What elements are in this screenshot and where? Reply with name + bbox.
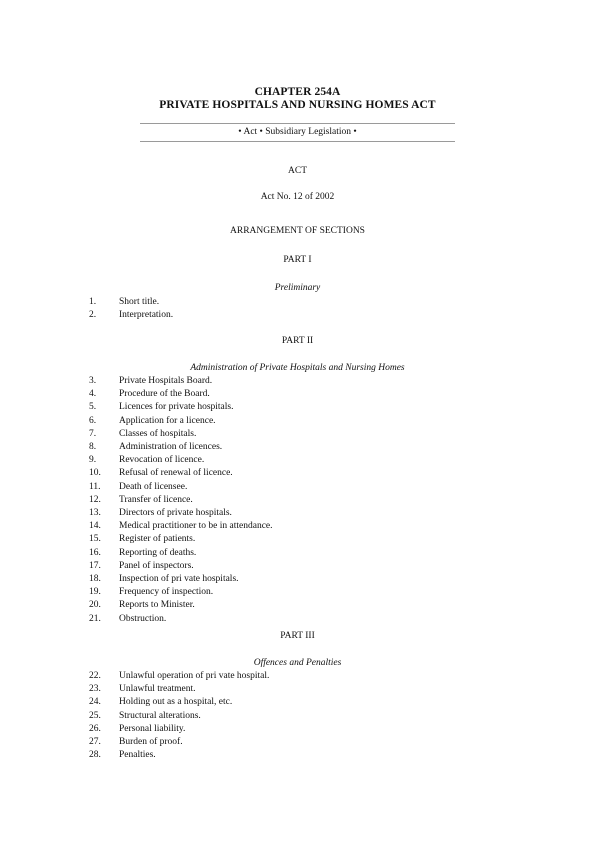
bottom-divider: [140, 141, 455, 142]
part-3-heading: PART III: [280, 631, 315, 641]
section-number: 20.: [89, 600, 101, 611]
toc-row[interactable]: [0, 736, 595, 749]
nav-bullet: •: [238, 127, 242, 137]
section-number: 12.: [89, 494, 101, 505]
section-number: 2.: [89, 310, 97, 321]
section-title: Panel of inspectors.: [119, 560, 194, 571]
toc-row[interactable]: [0, 481, 595, 494]
section-title: Administration of licences.: [119, 442, 223, 452]
section-title: Register of patients.: [119, 534, 196, 545]
section-title: Refusal of renewal of licence.: [119, 468, 233, 479]
toc-row[interactable]: [0, 723, 595, 736]
section-title: Inspection of pri vate hospitals.: [119, 574, 239, 584]
toc-row[interactable]: [0, 415, 595, 428]
toc-row[interactable]: [0, 520, 595, 533]
section-number: 7.: [89, 428, 97, 439]
part-1-heading: PART I: [283, 255, 312, 265]
section-title: Revocation of licence.: [119, 455, 205, 466]
section-title: Short title.: [119, 297, 160, 307]
section-number: 1.: [89, 297, 97, 307]
part-3-subheading: Offences and Penalties: [253, 658, 342, 668]
act-number: Act No. 12 of 2002: [260, 192, 335, 202]
toc-row[interactable]: [0, 507, 595, 520]
section-title: Unlawful treatment.: [119, 684, 196, 695]
nav-bullet: •: [353, 127, 357, 137]
toc-row[interactable]: [0, 547, 595, 560]
part-2-heading: PART II: [281, 336, 314, 346]
section-number: 19.: [89, 587, 101, 598]
toc-row[interactable]: [0, 749, 595, 762]
section-number: 15.: [89, 534, 101, 545]
section-number: 5.: [89, 402, 97, 413]
section-number: 10.: [89, 468, 101, 479]
section-number: 11.: [89, 481, 101, 492]
part-1-subheading: Preliminary: [274, 283, 321, 293]
section-number: 24.: [89, 697, 101, 708]
section-title: Classes of hospitals.: [119, 428, 197, 439]
section-title: Medical practitioner to be in attendance.: [119, 521, 273, 532]
section-title: Burden of proof.: [119, 737, 183, 747]
chapter-number: CHAPTER 254A: [254, 86, 341, 98]
toc-row[interactable]: [0, 573, 595, 586]
toc-row[interactable]: [0, 533, 595, 546]
section-number: 13.: [89, 508, 101, 518]
section-title: Reporting of deaths.: [119, 547, 197, 558]
section-number: 21.: [89, 613, 101, 624]
section-number: 14.: [89, 521, 101, 532]
document-nav: [0, 127, 595, 137]
arrangement-heading: ARRANGEMENT OF SECTIONS: [230, 226, 365, 236]
section-title: Penalties.: [119, 750, 156, 761]
nav-bullet: •: [259, 127, 263, 137]
section-title: Frequency of inspection.: [119, 587, 214, 598]
section-title: Structural alterations.: [119, 710, 201, 721]
section-title: Reports to Minister.: [119, 600, 195, 611]
toc-row[interactable]: [0, 454, 595, 467]
toc-row[interactable]: [0, 441, 595, 454]
section-title: Holding out as a hospital, etc.: [119, 697, 233, 708]
toc-row[interactable]: [0, 375, 595, 388]
toc-row[interactable]: [0, 467, 595, 480]
part-2-subheading: Administration of Private Hospitals and Nursing Homes: [190, 363, 405, 373]
section-number: 25.: [89, 710, 101, 721]
act-heading: ACT: [288, 166, 307, 176]
section-title: Private Hospitals Board.: [119, 376, 213, 386]
section-title: Obstruction.: [119, 613, 167, 624]
toc-row[interactable]: [0, 296, 595, 309]
section-number: 28.: [89, 750, 101, 761]
top-divider: [140, 123, 455, 124]
section-number: 8.: [89, 442, 97, 452]
section-number: 4.: [89, 389, 97, 400]
section-title: Licences for private hospitals.: [119, 402, 234, 413]
section-title: Personal liability.: [119, 723, 186, 734]
toc-row[interactable]: [0, 428, 595, 441]
toc-row[interactable]: [0, 494, 595, 507]
section-number: 26.: [89, 723, 101, 734]
section-number: 9.: [89, 455, 97, 466]
section-number: 17.: [89, 560, 101, 571]
section-number: 22.: [89, 671, 101, 681]
toc-row[interactable]: [0, 683, 595, 696]
toc-row[interactable]: [0, 309, 595, 322]
toc-row[interactable]: [0, 710, 595, 723]
toc-row[interactable]: [0, 696, 595, 709]
section-title: Application for a licence.: [119, 415, 216, 426]
act-title: PRIVATE HOSPITALS AND NURSING HOMES ACT: [159, 99, 436, 111]
section-title: Interpretation.: [119, 310, 174, 321]
nav-link-act[interactable]: Act: [243, 127, 258, 137]
section-number: 27.: [89, 737, 101, 747]
section-title: Death of licensee.: [119, 481, 188, 492]
section-number: 18.: [89, 574, 101, 584]
section-number: 23.: [89, 684, 101, 695]
section-number: 3.: [89, 376, 97, 386]
nav-link-subsidiary-legislation[interactable]: Subsidiary Legislation: [265, 127, 352, 137]
section-title: Procedure of the Board.: [119, 389, 210, 400]
toc-row[interactable]: [0, 401, 595, 414]
toc-row[interactable]: [0, 586, 595, 599]
toc-row[interactable]: [0, 670, 595, 683]
section-number: 16.: [89, 547, 101, 558]
section-title: Unlawful operation of pri vate hospital.: [119, 671, 270, 681]
section-title: Directors of private hospitals.: [119, 508, 232, 518]
toc-row[interactable]: [0, 599, 595, 612]
toc-row[interactable]: [0, 613, 595, 626]
section-number: 6.: [89, 415, 97, 426]
toc-row[interactable]: [0, 388, 595, 401]
toc-row[interactable]: [0, 560, 595, 573]
section-title: Transfer of licence.: [119, 494, 193, 505]
